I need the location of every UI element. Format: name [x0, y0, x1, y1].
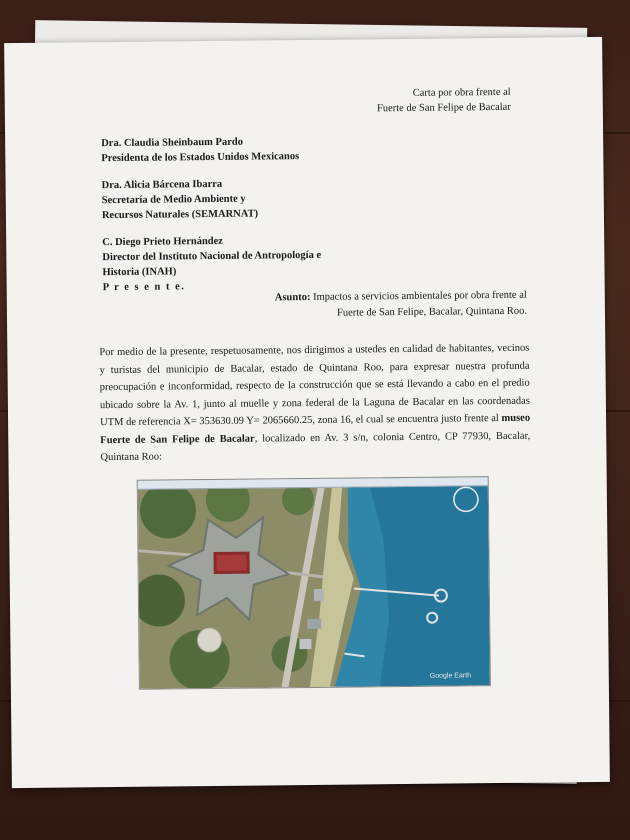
recipient-title: Presidenta de los Estados Unidos Mexicanos — [101, 151, 300, 165]
recipient-name: Dra. Claudia Sheinbaum Pardo — [101, 136, 244, 150]
body-text-part2: , localizado en Av. 3 s/n, colonia Centro, CP 77930, Bacalar, Quintana Roo: — [100, 430, 531, 464]
recipient-title-cont: Recursos Naturales (SEMARNAT) — [101, 208, 259, 222]
letter-body — [99, 340, 530, 467]
satellite-map-image — [137, 476, 491, 690]
letter-page — [4, 37, 610, 788]
recipient-title-cont: Historia (INAH) — [102, 266, 177, 279]
header-note — [377, 85, 511, 116]
recipient-2 — [102, 176, 321, 223]
header-note-line1: Carta por obra frente al — [412, 86, 511, 99]
recipient-name: C. Diego Prieto Hernández — [102, 235, 223, 249]
body-text-part1: Por medio de la presente, respetuosamente, nos dirigimos a ustedes en calidad de habitantes, vecinos y turistas del municipio de Bacalar, estado de Quintana Roo, para expresar nuestra profunda preocupación e inconformidad, respecto de la construcción que se está llevando a cabo en el predio ubicado sobre la Av. 1, junto al muelle y zona federal de la Laguna de Bacalar en las coordenadas UTM de referencia X= 353630.09 Y= 2065660.25, zona 16, el cual se encuentra justo frente al — [99, 342, 530, 429]
subject-text-1: Impactos a servicios ambientales por obra frente al — [313, 289, 527, 303]
subject-text-2: Fuerte de San Felipe, Bacalar, Quintana Roo. — [336, 305, 528, 319]
subject-block — [267, 288, 527, 323]
map-watermark: Google Earth — [429, 672, 472, 680]
recipient-title: Director del Instituto Nacional de Antropología e — [102, 249, 322, 264]
presente-label: P r e s e n t e. — [102, 281, 186, 294]
museum-name: museo Fuerte de San Felipe de Bacalar — [100, 412, 531, 446]
recipient-1 — [101, 134, 320, 166]
recipients-block — [101, 134, 322, 307]
recipient-name: Dra. Alicia Bárcena Ibarra — [101, 178, 223, 192]
recipient-title: Secretaría de Medio Ambiente y — [101, 193, 246, 207]
subject-label: Asunto: — [274, 291, 311, 304]
recipient-3 — [102, 233, 321, 295]
satellite-map-drawing — [138, 477, 490, 689]
header-note-line2: Fuerte de San Felipe de Bacalar — [376, 101, 511, 115]
